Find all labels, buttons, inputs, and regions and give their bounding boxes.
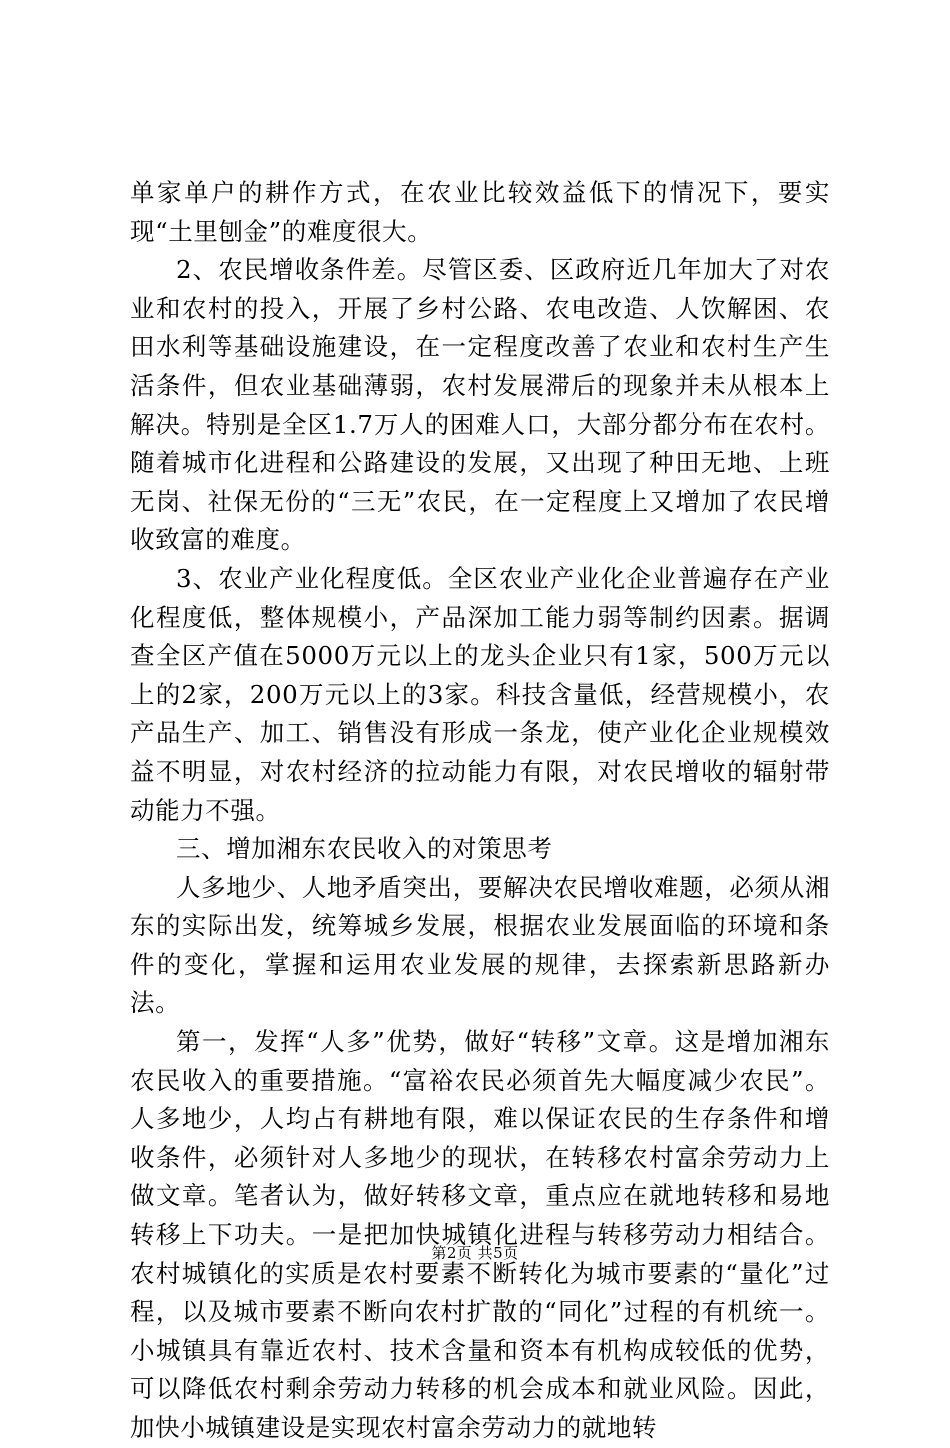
page-footer: 第2页 共5页 [431, 1244, 519, 1262]
paragraph-continuation: 单家单户的耕作方式，在农业比较效益低下的情况下，要实现“土里刨金”的难度很大。 [130, 178, 830, 246]
paragraph-first-measure: 第一，发挥“人多”优势，做好“转移”文章。这是增加湘东农民收入的重要措施。“富裕农民必须首先大幅度减少农民”。人多地少，人均占有耕地有限，难以保证农民的生存条件和增收条件，必须针对人多地少的现状，在转移农村富余劳动力上做文章。笔者认为，做好转移文章，重点应在就地转移和易地转移上下功夫。一是把加快城镇化进程与转移劳动力相结合。农村城镇化的实质是农村要素不断转化为城市要素的“量化”过程，以及城市要素不断向农村扩散的“同化”过程的有机统一。小城镇具有靠近农村、技术含量和资本有机构成较低的优势，可以降低农村剩余劳动力转移的机会成本和就业风险。因此，加快小城镇建设是实现农村富余劳动力的就地转 [130, 1027, 830, 1442]
section-heading: 三、增加湘东农民收入的对策思考 [176, 834, 553, 864]
paragraph-strategy-intro: 人多地少、人地矛盾突出，要解决农民增收难题，必须从湘东的实际出发，统筹城乡发展，根据农业发展面临的环境和条件的变化，掌握和运用农业发展的规律，去探索新思路新办法。 [130, 872, 830, 1018]
paragraph-income-conditions: 2、农民增收条件差。尽管区委、区政府近几年加大了对农业和农村的投入，开展了乡村公路、农电改造、人饮解困、农田水利等基础设施建设，在一定程度改善了农业和农村生产生活条件，但农业基础薄弱，农村发展滞后的现象并未从根本上解决。特别是全区1.7万人的困难人口，大部分都分布在农村。随着城市化进程和公路建设的发展，又出现了种田无地、上班无岗、社保无份的“三无”农民，在一定程度上又增加了农民增收致富的难度。 [130, 255, 830, 555]
paragraph-industrialization: 3、农业产业化程度低。全区农业产业化企业普遍存在产业化程度低，整体规模小，产品深加工能力弱等制约因素。据调查全区产值在5000万元以上的龙头企业只有1家，500万元以上的2家，200万元以上的3家。科技含量低，经营规模小，农产品生产、加工、销售没有形成一条龙，使产业化企业规模效益不明显，对农村经济的拉动能力有限，对农民增收的辐射带动能力不强。 [130, 563, 830, 825]
